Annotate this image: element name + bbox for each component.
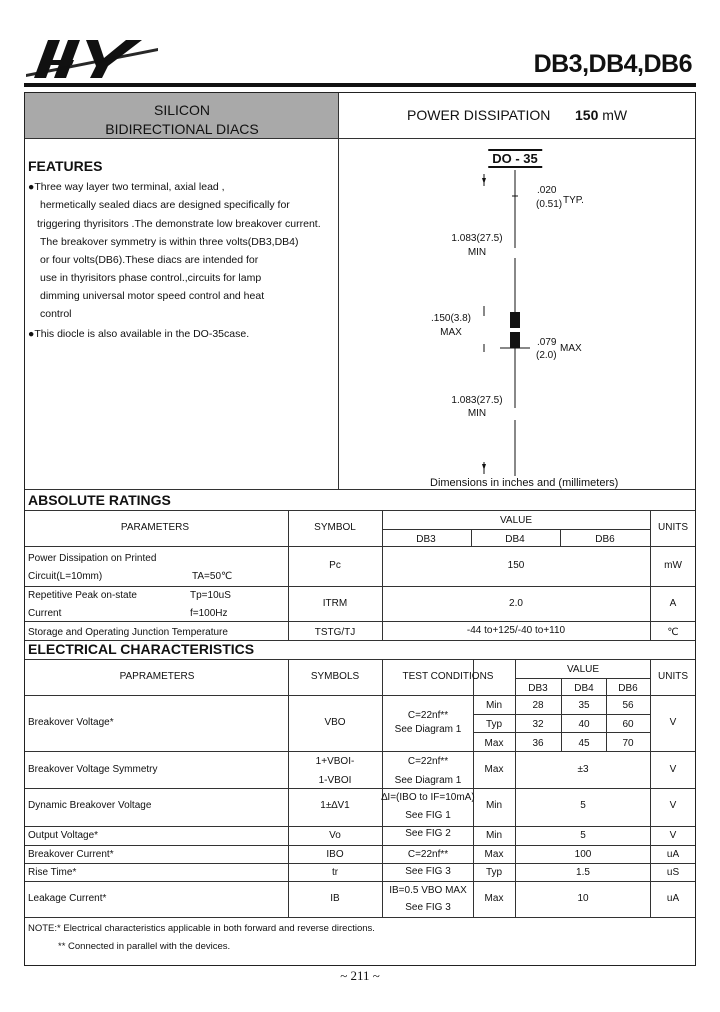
- table-rule: [473, 732, 650, 733]
- table-rule: [25, 881, 695, 882]
- ec-dynamic-unit: V: [669, 800, 677, 811]
- table-col-rule: [471, 529, 472, 546]
- abs-row-cond: f=100Hz: [190, 608, 228, 619]
- ec-output-value: 5: [580, 830, 586, 841]
- table-rule: [25, 586, 695, 587]
- abs-row-cond: Tp=10uS: [190, 590, 231, 601]
- ec-header-symbols: SYMBOLS: [310, 671, 360, 682]
- note-line: NOTE:* Electrical characteristics applicable in both forward and reverse directions.: [28, 923, 375, 934]
- feature-line: use in thyrisitors phase control.,circuits for lamp: [40, 272, 262, 284]
- table-rule: [25, 826, 695, 827]
- table-rule: [515, 678, 650, 679]
- ec-symmetry: Breakover Voltage Symmetry: [28, 764, 158, 775]
- ec-breakover-cond: See Diagram 1: [394, 724, 462, 735]
- table-col-rule: [560, 529, 561, 546]
- power-dissipation-label: POWER DISSIPATION: [407, 107, 551, 123]
- ec-output-unit: V: [669, 830, 677, 841]
- lead-diameter-in: .020: [537, 185, 557, 196]
- abs-row-cond: TA=50℃: [192, 571, 233, 582]
- ec-leakage: Leakage Current*: [28, 893, 107, 904]
- lead-length-bottom: 1.083(27.5): [451, 395, 503, 406]
- ec-breakover-value: 45: [578, 738, 590, 749]
- abs-header-db4: DB4: [505, 534, 525, 545]
- lead-length-bottom-min: MIN: [467, 408, 487, 419]
- table-rule: [25, 621, 695, 622]
- ec-rise-unit: uS: [666, 867, 680, 878]
- feature-line: ●Three way layer two terminal, axial lead ,: [28, 181, 225, 193]
- ec-breakover-value: 28: [532, 700, 544, 711]
- abs-header-parameters: PARAMETERS: [120, 522, 190, 533]
- ec-leakage-limit: Max: [484, 893, 504, 904]
- absolute-ratings-heading: ABSOLUTE RATINGS: [28, 492, 171, 508]
- feature-line: ●This diocle is also available in the DO-35case.: [28, 328, 250, 340]
- ec-leakage-cond: See FIG 3: [405, 902, 451, 913]
- abs-row-param: Current: [28, 608, 62, 619]
- ec-dynamic-limit: Min: [485, 800, 503, 811]
- ec-leakage-symbol: IB: [330, 893, 340, 904]
- abs-row-symbol: ITRM: [322, 598, 348, 609]
- ec-leakage-value: 10: [577, 893, 589, 904]
- abs-row-unit: A: [669, 598, 677, 609]
- hy-logo: [24, 34, 164, 82]
- abs-row-param: Power Dissipation on Printed: [28, 553, 157, 564]
- body-diameter-max: MAX: [560, 343, 582, 354]
- ec-breakover-min: Min: [485, 700, 503, 711]
- ec-breakover-value: 35: [578, 700, 590, 711]
- abs-row-value: 150: [507, 560, 525, 571]
- body-diameter-mm: (2.0): [536, 350, 557, 361]
- ec-rise-symbol: tr: [331, 867, 339, 878]
- abs-row-value: -44 to+125/-40 to+110: [466, 625, 566, 636]
- ec-header-test-conditions: TEST CONDITIONS: [402, 671, 494, 682]
- body-length-max: MAX: [440, 327, 462, 338]
- feature-line: or four volts(DB6).These diacs are intended for: [40, 254, 259, 266]
- feature-line: hermetically sealed diacs are designed specifically for: [40, 199, 290, 211]
- table-rule: [25, 863, 695, 864]
- abs-row-unit: ℃: [667, 627, 679, 638]
- ec-symmetry-unit: V: [669, 764, 677, 775]
- ec-breakover-value: 70: [622, 738, 634, 749]
- ec-breakover-value: 32: [532, 719, 544, 730]
- dimensions-note: Dimensions in inches and (millimeters): [430, 477, 619, 489]
- section-rule: [25, 489, 695, 490]
- ec-current-unit: uA: [666, 849, 680, 860]
- body-length: .150(3.8): [430, 313, 472, 324]
- package-label: DO - 35: [488, 149, 542, 168]
- typ-label: TYP.: [563, 195, 584, 206]
- abs-header-db6: DB6: [595, 534, 615, 545]
- ec-current-limit: Max: [484, 849, 504, 860]
- table-rule: [25, 510, 695, 511]
- ec-dynamic-cond: See FIG 1: [405, 810, 451, 821]
- abs-row-symbol: TSTG/TJ: [314, 627, 356, 638]
- document-title: DB3,DB4,DB6: [533, 50, 692, 78]
- ec-symmetry-limit: Max: [484, 764, 504, 775]
- ec-header-db3: DB3: [528, 683, 548, 694]
- ec-rise-value: 1.5: [576, 867, 590, 878]
- table-rule: [473, 714, 650, 715]
- ec-breakover-value: 40: [578, 719, 590, 730]
- silicon-label: SILICON: [153, 102, 211, 118]
- ec-output-cond: See FIG 2: [405, 828, 451, 839]
- abs-header-symbol: SYMBOL: [314, 522, 356, 533]
- abs-header-units: UNITS: [658, 522, 688, 533]
- abs-header-value: VALUE: [499, 515, 533, 526]
- abs-row-param: Storage and Operating Junction Temperature: [28, 627, 228, 638]
- ec-breakover-typ: Typ: [485, 719, 503, 730]
- table-rule: [25, 695, 695, 696]
- ec-dynamic: Dynamic Breakover Voltage: [28, 800, 152, 811]
- ec-breakover-cond: C=22nf**: [407, 710, 449, 721]
- table-rule: [25, 845, 695, 846]
- feature-line: dimming universal motor speed control and heat: [40, 290, 265, 302]
- table-rule: [25, 788, 695, 789]
- lead-length-top-min: MIN: [467, 247, 487, 258]
- ec-header-units: UNITS: [658, 671, 688, 682]
- ec-rise-limit: Typ: [485, 867, 503, 878]
- abs-row-value: 2.0: [509, 598, 523, 609]
- ec-current-symbol: IBO: [326, 849, 344, 860]
- top-divider: [338, 93, 339, 489]
- table-rule: [382, 529, 650, 530]
- ec-header-parameters: PAPRAMETERS: [119, 671, 195, 682]
- lead-length-top: 1.083(27.5): [451, 233, 503, 244]
- abs-row-unit: mW: [664, 560, 682, 571]
- ec-dynamic-symbol: 1±∆V1: [320, 800, 350, 811]
- ec-dynamic-cond: ∆I=(IBO to IF=10mA): [381, 792, 475, 803]
- feature-line: control: [40, 308, 72, 320]
- abs-row-param: Repetitive Peak on-state: [28, 590, 137, 601]
- power-dissipation-value: 150 mW: [575, 107, 628, 123]
- table-rule: [25, 917, 695, 918]
- ec-breakover-value: 60: [622, 719, 634, 730]
- ec-breakover-max: Max: [484, 738, 504, 749]
- ec-current: Breakover Current*: [28, 849, 114, 860]
- feature-line: triggering thyrisitors .The demonstrate low breakover current.: [37, 218, 321, 230]
- ec-header-db4: DB4: [574, 683, 594, 694]
- ec-output-symbol: Vo: [329, 830, 341, 841]
- ec-rise-cond: See FIG 3: [405, 866, 451, 877]
- ec-breakover-value: 36: [532, 738, 544, 749]
- ec-dynamic-value: 5: [580, 800, 586, 811]
- ec-breakover-voltage: Breakover Voltage*: [28, 717, 114, 728]
- ec-breakover-value: 56: [622, 700, 634, 711]
- table-rule: [25, 546, 695, 547]
- ec-header-value: VALUE: [566, 664, 600, 675]
- page-number: ~ 211 ~: [340, 968, 380, 983]
- lead-diameter-mm: (0.51): [536, 199, 563, 210]
- feature-line: The breakover symmetry is within three volts(DB3,DB4): [40, 236, 299, 248]
- top-band-rule: [25, 138, 695, 139]
- abs-header-db3: DB3: [416, 534, 436, 545]
- table-rule: [25, 751, 695, 752]
- bidirectional-diacs-label: BIDIRECTIONAL DIACS: [105, 121, 259, 137]
- ec-leakage-unit: uA: [666, 893, 680, 904]
- ec-symmetry-cond: See Diagram 1: [394, 775, 462, 786]
- ec-breakover-unit: V: [669, 717, 677, 728]
- ec-current-value: 100: [574, 849, 592, 860]
- ec-symmetry-symbol: 1+VBOI-: [315, 756, 355, 767]
- note-line: ** Connected in parallel with the devices.: [58, 941, 231, 952]
- ec-breakover-symbol: VBO: [324, 717, 346, 728]
- header-rule: [24, 83, 696, 87]
- electrical-heading: ELECTRICAL CHARACTERISTICS: [28, 641, 255, 657]
- body-diameter-in: .079: [537, 337, 557, 348]
- ec-rise: Rise Time*: [28, 867, 77, 878]
- ec-leakage-cond: IB=0.5 VBO MAX: [389, 885, 467, 896]
- features-heading: FEATURES: [28, 158, 103, 174]
- ec-symmetry-value: ±3: [577, 764, 589, 775]
- abs-row-symbol: Pc: [329, 560, 341, 571]
- abs-row-param: Circuit(L=10mm): [28, 571, 103, 582]
- ec-header-db6: DB6: [618, 683, 638, 694]
- ec-current-cond: C=22nf**: [407, 849, 449, 860]
- ec-output-limit: Min: [485, 830, 503, 841]
- table-rule: [25, 659, 695, 660]
- ec-output: Output Voltage*: [28, 830, 99, 841]
- do35-outline-drawing: [467, 168, 563, 478]
- ec-symmetry-symbol: 1-VBOI: [318, 775, 352, 786]
- ec-symmetry-cond: C=22nf**: [407, 756, 449, 767]
